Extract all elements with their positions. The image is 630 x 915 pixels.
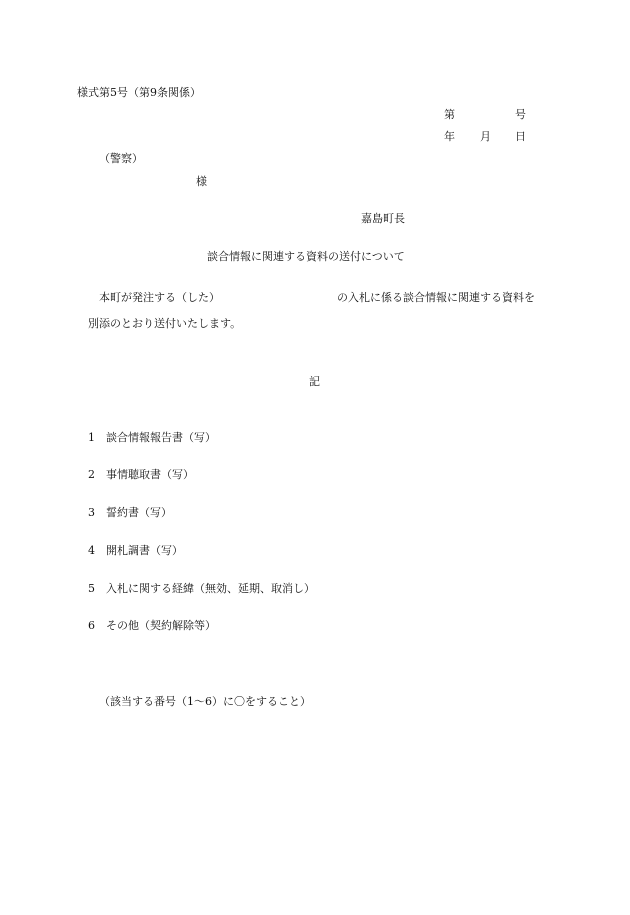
item-text: 入札に関する経緯（無効、延期、取消し） <box>106 582 315 595</box>
item-text: その他（契約解除等） <box>106 619 216 632</box>
body-line1-b: の入札に係る談合情報に関連する資料を <box>337 291 535 304</box>
date-month: 月 <box>480 130 491 143</box>
date-year: 年 <box>444 130 455 143</box>
item-text: 開札調書（写） <box>106 544 183 557</box>
item-text: 談合情報報告書（写） <box>106 431 216 444</box>
document-title: 談合情報に関連する資料の送付について <box>207 250 405 263</box>
list-item <box>88 431 216 445</box>
list-item <box>88 582 315 596</box>
addressee-org: （警察） <box>99 152 143 165</box>
form-id: 様式第5号（第9条関係） <box>77 86 201 99</box>
item-number: 3 <box>88 506 95 519</box>
item-number: 5 <box>88 582 95 595</box>
list-item <box>88 544 183 558</box>
body-line2: 別添のとおり送付いたします。 <box>88 317 242 330</box>
ki-heading: 記 <box>309 375 320 388</box>
list-item <box>88 506 172 520</box>
item-number: 6 <box>88 619 95 632</box>
addressee-honorific: 様 <box>196 175 207 188</box>
number-suffix: 号 <box>515 108 526 121</box>
list-item <box>88 619 216 633</box>
item-text: 事情聴取書（写） <box>106 468 194 481</box>
list-item <box>88 468 194 482</box>
date-day: 日 <box>515 130 526 143</box>
item-text: 誓約書（写） <box>106 506 172 519</box>
item-number: 2 <box>88 468 95 481</box>
note: （該当する番号（1〜6）に〇をすること） <box>99 695 311 708</box>
sender-name: 嘉島町長 <box>361 212 405 225</box>
body-line1-a: 本町が発注する（した） <box>99 291 220 304</box>
number-prefix: 第 <box>444 108 455 121</box>
item-number: 1 <box>88 431 95 444</box>
item-number: 4 <box>88 544 95 557</box>
